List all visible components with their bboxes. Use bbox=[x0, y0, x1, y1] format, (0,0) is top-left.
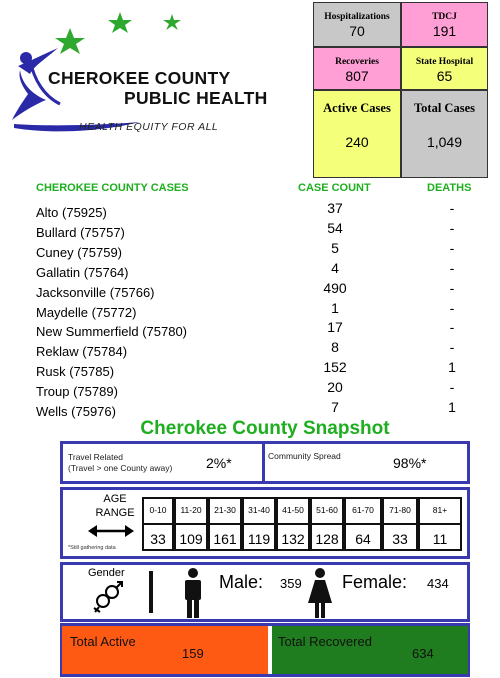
cases-header-count: CASE COUNT bbox=[298, 182, 371, 194]
travel-value: 2%* bbox=[206, 455, 232, 471]
logo-title-line1: CHEROKEE COUNTY bbox=[48, 68, 231, 88]
age-cell bbox=[142, 497, 174, 551]
stat-state-hospital bbox=[401, 47, 488, 90]
total-recovered-value: 634 bbox=[412, 646, 434, 661]
case-row-deaths: - bbox=[449, 200, 455, 216]
age-cell bbox=[242, 497, 276, 551]
case-row-deaths: - bbox=[449, 339, 455, 355]
community-value: 98%* bbox=[393, 455, 427, 471]
case-row-area: New Summerfield (75780) bbox=[36, 324, 188, 339]
stat-label: State Hospital bbox=[415, 57, 474, 67]
star-icon bbox=[163, 14, 181, 30]
spread-divider bbox=[262, 444, 265, 481]
stat-value: 191 bbox=[432, 23, 457, 39]
community-label: Community Spread bbox=[268, 451, 341, 461]
case-row-deaths: - bbox=[449, 300, 455, 316]
case-row-count: 4 bbox=[331, 260, 339, 276]
case-row-count: 20 bbox=[327, 379, 343, 395]
case-row-area: Cuney (75759) bbox=[36, 245, 122, 260]
case-row-count: 37 bbox=[327, 200, 343, 216]
age-range-count: 11 bbox=[420, 523, 460, 547]
snapshot-title: Cherokee County Snapshot bbox=[140, 418, 390, 439]
total-recovered-label: Total Recovered bbox=[278, 634, 372, 649]
age-cell bbox=[382, 497, 418, 551]
female-icon bbox=[307, 567, 333, 619]
age-cell bbox=[208, 497, 242, 551]
total-recovered-box bbox=[272, 626, 468, 674]
stat-label: Total Cases bbox=[413, 101, 475, 115]
case-row-area: Wells (75976) bbox=[36, 404, 116, 419]
case-row-deaths: - bbox=[449, 220, 455, 236]
age-range-label: 11-20 bbox=[180, 505, 202, 515]
male-icon bbox=[180, 567, 206, 619]
total-active-value: 159 bbox=[182, 646, 204, 661]
male-label: Male: bbox=[219, 572, 264, 592]
case-row-deaths: 1 bbox=[448, 359, 456, 375]
age-cell bbox=[310, 497, 344, 551]
stat-label: Hospitalizations bbox=[324, 12, 390, 22]
gender-symbol-icon bbox=[90, 580, 126, 614]
double-arrow-icon bbox=[88, 524, 134, 538]
stat-value: 65 bbox=[436, 68, 453, 84]
case-row-deaths: - bbox=[449, 319, 455, 335]
age-range-count: 119 bbox=[244, 523, 274, 547]
stat-value: 807 bbox=[345, 68, 369, 84]
stat-tdcj bbox=[401, 2, 488, 47]
case-row-count: 490 bbox=[323, 280, 347, 296]
male-value: 359 bbox=[280, 576, 302, 591]
stat-label: Active Cases bbox=[323, 101, 391, 115]
age-range-label: 71-80 bbox=[389, 505, 411, 515]
case-row-count: 152 bbox=[323, 359, 347, 375]
cases-header-area: CHEROKEE COUNTY CASES bbox=[36, 182, 189, 194]
age-cell bbox=[276, 497, 310, 551]
stat-hospitalizations bbox=[313, 2, 401, 47]
age-range-label: AGE RANGE bbox=[95, 493, 135, 519]
age-range-label: 31-40 bbox=[248, 505, 270, 515]
case-row-deaths: - bbox=[449, 240, 455, 256]
age-note: *Still gathering data bbox=[68, 545, 116, 551]
case-row-area: Bullard (75757) bbox=[36, 225, 125, 240]
age-range-label: 81+ bbox=[432, 505, 448, 515]
total-active-box bbox=[62, 626, 268, 674]
star-icon bbox=[108, 12, 132, 33]
age-range-count: 128 bbox=[312, 523, 342, 547]
case-row-area: Maydelle (75772) bbox=[36, 305, 137, 320]
case-row-area: Troup (75789) bbox=[36, 384, 118, 399]
stat-label: Recoveries bbox=[335, 57, 379, 67]
case-row-area: Gallatin (75764) bbox=[36, 265, 129, 280]
case-row-deaths: - bbox=[449, 379, 455, 395]
stat-label: TDCJ bbox=[432, 12, 457, 22]
stat-value: 240 bbox=[345, 134, 369, 150]
age-range-label: 51-60 bbox=[316, 505, 338, 515]
age-cell bbox=[344, 497, 382, 551]
case-row-deaths: - bbox=[449, 280, 455, 296]
cases-header-deaths: DEATHS bbox=[427, 182, 472, 194]
age-range-count: 132 bbox=[278, 523, 308, 547]
stat-total-cases bbox=[401, 90, 488, 178]
case-row-count: 17 bbox=[327, 319, 343, 335]
case-row-area: Jacksonville (75766) bbox=[36, 285, 155, 300]
case-row-area: Reklaw (75784) bbox=[36, 344, 128, 359]
age-range-count: 33 bbox=[144, 523, 172, 547]
female-value: 434 bbox=[427, 576, 449, 591]
age-range-label: 61-70 bbox=[352, 505, 374, 515]
age-range-count: 161 bbox=[210, 523, 240, 547]
age-range-count: 33 bbox=[384, 523, 416, 547]
stat-recoveries bbox=[313, 47, 401, 90]
case-row-count: 54 bbox=[327, 220, 343, 236]
stat-value: 70 bbox=[349, 23, 365, 39]
star-icon bbox=[55, 28, 85, 54]
stat-active-cases bbox=[313, 90, 401, 178]
case-row-count: 7 bbox=[331, 399, 339, 415]
case-row-count: 5 bbox=[331, 240, 339, 256]
case-row-deaths: 1 bbox=[448, 399, 456, 415]
gender-label: Gender bbox=[88, 567, 125, 579]
case-row-count: 8 bbox=[331, 339, 339, 355]
case-row-count: 1 bbox=[331, 300, 339, 316]
age-range-count: 64 bbox=[346, 523, 380, 547]
stat-value: 1,049 bbox=[426, 134, 463, 150]
age-cell bbox=[418, 497, 462, 551]
case-row-area: Alto (75925) bbox=[36, 205, 107, 220]
age-range-label: 0-10 bbox=[149, 505, 167, 515]
case-row-deaths: - bbox=[449, 260, 455, 276]
age-range-label: 41-50 bbox=[282, 505, 304, 515]
gender-divider bbox=[149, 571, 153, 613]
logo-title-line2: PUBLIC HEALTH bbox=[124, 88, 268, 108]
age-range-count: 109 bbox=[176, 523, 206, 547]
logo-tagline: HEALTH EQUITY FOR ALL bbox=[79, 121, 219, 133]
travel-label: Travel Related (Travel > one County away) bbox=[68, 452, 173, 473]
female-label: Female: bbox=[342, 572, 408, 592]
age-range-label: 21-30 bbox=[214, 505, 236, 515]
age-cell bbox=[174, 497, 208, 551]
case-row-area: Rusk (75785) bbox=[36, 364, 115, 379]
total-active-label: Total Active bbox=[70, 634, 136, 649]
